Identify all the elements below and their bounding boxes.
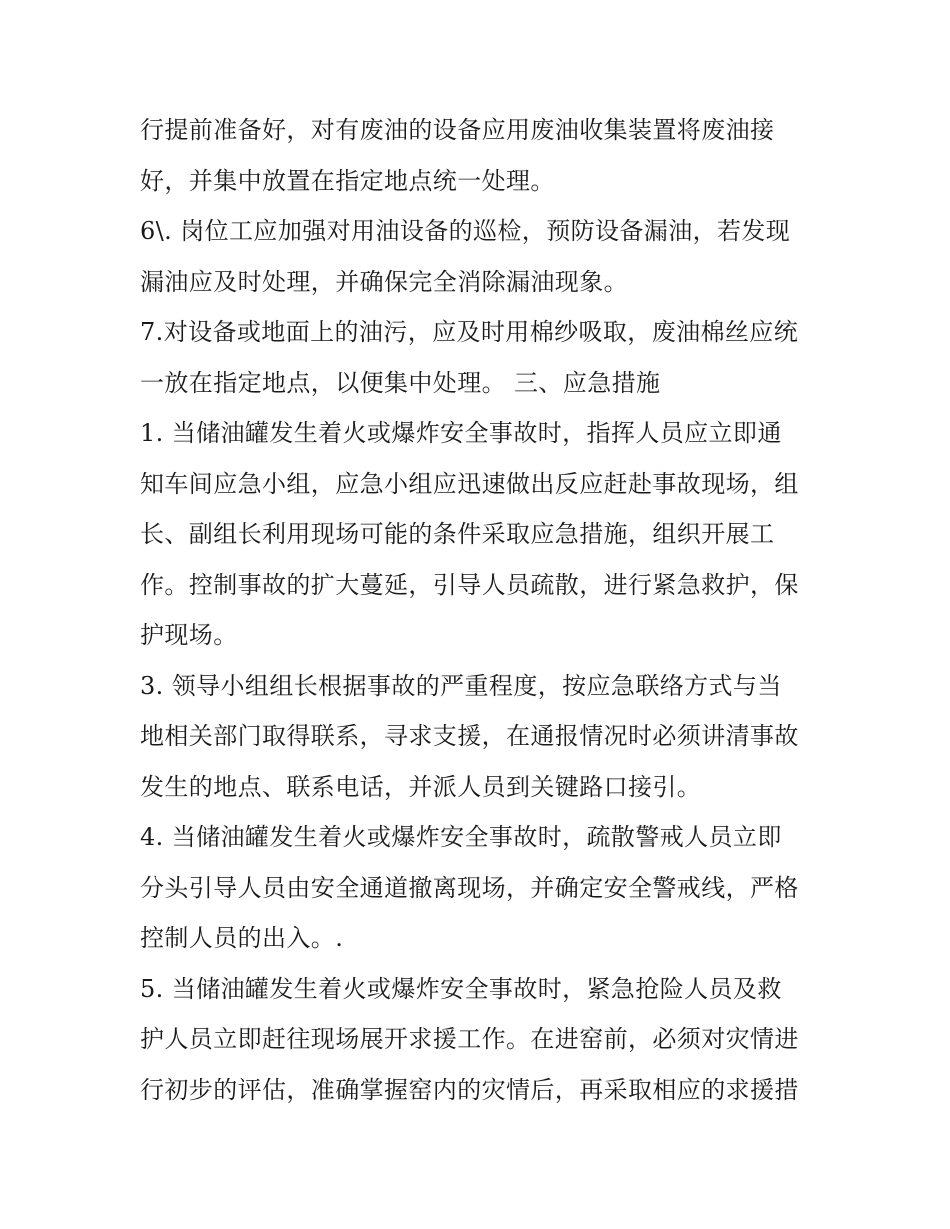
text-line: 作。控制事故的扩大蔓延，引导人员疏散，进行紧急救护，保 [140,570,799,599]
text-line: 好，并集中放置在指定地点统一处理。 [140,166,555,195]
text-line: 行初步的评估，准确掌握窑内的灾情后，再采取相应的求援措 [140,1075,799,1104]
text-line: 地相关部门取得联系，寻求支援，在通报情况时必须讲清事故 [140,722,799,750]
text-line: 一放在指定地点，以便集中处理。 三、应急措施 [140,368,661,397]
document-body [140,105,820,1115]
text-line: 5. 当储油罐发生着火或爆炸安全事故时，紧急抢险人员及救 [140,974,782,1003]
text-line: 长、副组长利用现场可能的条件采取应急措施，组织开展工 [140,520,775,548]
text-line: 分头引导人员由安全通道撤离现场，并确定安全警戒线，严格 [140,873,799,902]
text-line: 发生的地点、联系电话，并派人员到关键路口接引。 [140,772,702,801]
text-line: 7.对设备或地面上的油污，应及时用棉纱吸取，废油棉丝应统 [140,318,799,346]
text-line: 护现场。 [140,621,238,649]
text-line: 知车间应急小组，应急小组应迅速做出反应赶赴事故现场，组 [140,469,799,498]
text-line: 4. 当储油罐发生着火或爆炸安全事故时，疏散警戒人员立即 [140,823,782,851]
text-line: 漏油应及时处理，并确保完全消除漏油现象。 [140,267,628,296]
text-line: 6\. 岗位工应加强对用油设备的巡检，预防设备漏油，若发现 [140,217,791,245]
text-line: 1. 当储油罐发生着火或爆炸安全事故时，指挥人员应立即通 [140,419,782,447]
text-line: 3. 领导小组组长根据事故的严重程度，按应急联络方式与当 [140,671,782,700]
text-line: 控制人员的出入。. [140,924,344,952]
text-line: 行提前准备好，对有废油的设备应用废油收集装置将废油接 [140,116,775,144]
text-line: 护人员立即赶往现场展开求援工作。在进窑前，必须对灾情进 [140,1025,799,1053]
